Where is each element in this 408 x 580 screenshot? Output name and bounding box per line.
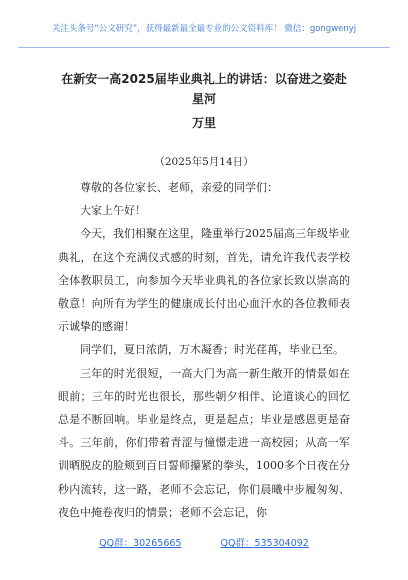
header-notice: 关注头条号“公文研究”，获得最新最全最专业的公文资料库！ 微信：gongwenyj: [51, 24, 357, 34]
salutation: 尊敬的各位家长、老师，亲爱的同学们：: [80, 181, 278, 194]
page-header: [0, 0, 408, 54]
paragraph: 今天，我们相聚在这里，隆重举行2025届高三年级毕业典礼，在这个充满仪式感的时刻，首先，请允许我代表学校全体教职员工，向参加今天毕业典礼的各位家长致以崇高的敬意！向所有为学生的健康成长付出心血汗水的各位教师表示诚挚的感谢！: [58, 227, 350, 334]
paragraph: 三年的时光很短，一高大门为高一新生敞开的情景如在眼前；三年的时光也很长，那些朝夕相伴、论道谈心的回忆总是不断回响。毕业是终点，更是起点；毕业是感恩更是奋斗。三年前，你们带着青涩与憧憬走进一高校园；从高一军训晒脱皮的脸颊到百日誓师攥紧的拳头，1000多个日夜在分秒内流转，这一路，老师不会忘记，你们晨曦中步履匆匆、夜色中掩卷夜归的情景；老师不会忘记，你: [58, 366, 350, 519]
title-line-2: 万里: [191, 116, 216, 130]
document-title: [60, 69, 348, 133]
document-body: [58, 176, 350, 524]
greeting: 大家上午好！: [80, 204, 146, 218]
page-footer: [0, 535, 408, 555]
document-date: （2025年5月14日）: [154, 156, 254, 168]
title-line-1: 在新安一高2025届毕业典礼上的讲话：以奋进之姿赴星河: [61, 72, 347, 106]
header-divider: [18, 47, 390, 48]
qq-group-link-2[interactable]: QQ群：535304092: [220, 538, 309, 549]
paragraph: 同学们，夏日浓荫，万木凝香；时光荏苒，毕业已至。: [80, 343, 344, 357]
qq-group-link-1[interactable]: QQ群：30265665: [99, 538, 182, 549]
